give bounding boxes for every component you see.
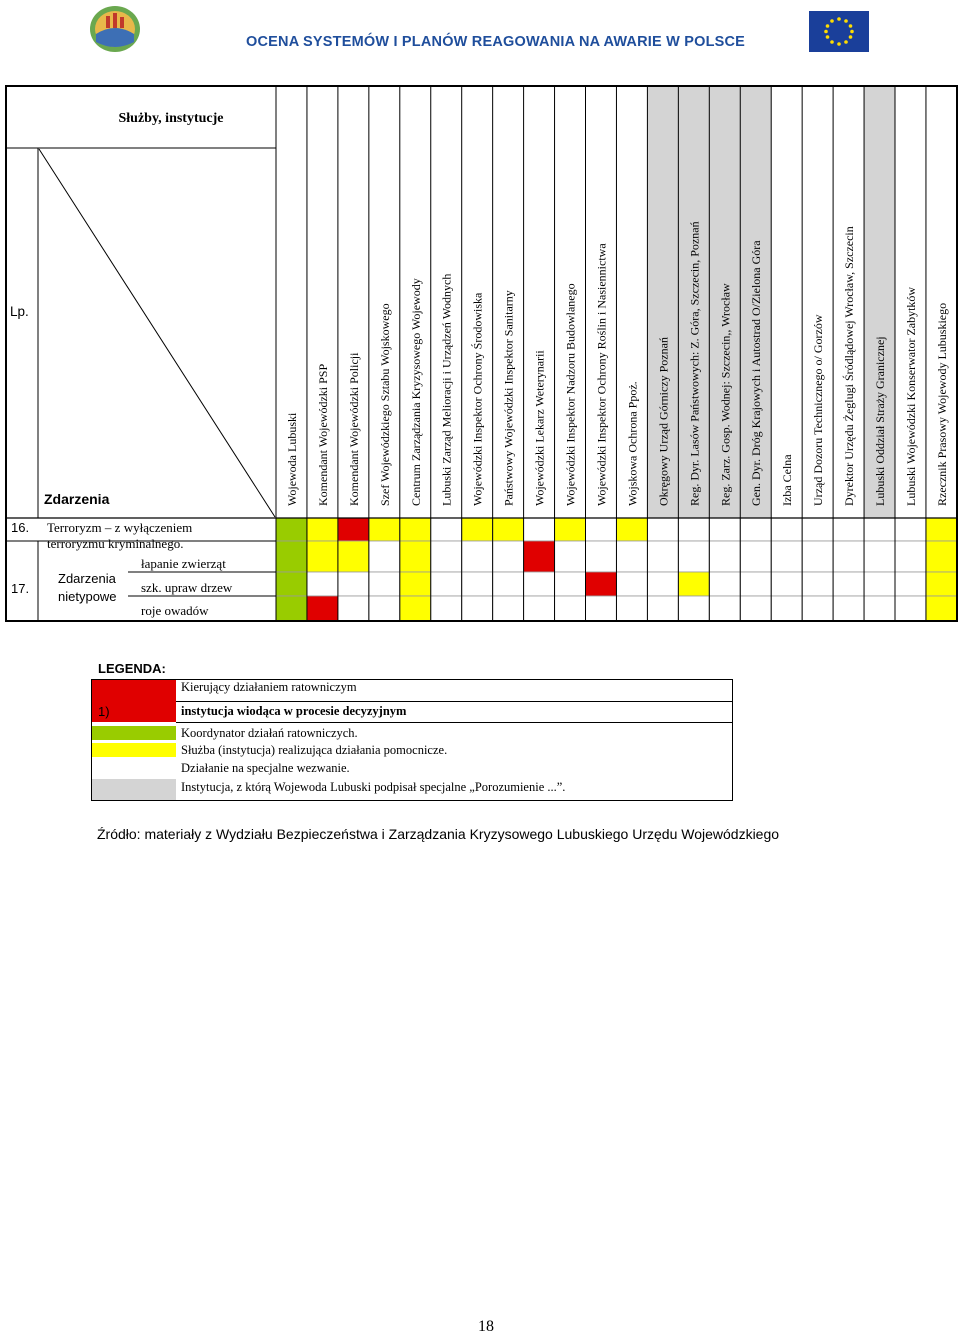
matrix-cell (462, 541, 493, 572)
legend-item-agreement: Instytucja, z którą Wojewoda Lubuski podpisał specjalne „Porozumienie ...”. (181, 780, 566, 794)
column-header-label: Państwowy Wojewódzki Inspektor Sanitarny (501, 290, 516, 506)
matrix-cell (338, 596, 369, 621)
column-header-label: Izba Celna (780, 454, 795, 506)
matrix-cell (462, 518, 493, 541)
matrix-cell (709, 572, 740, 596)
legend-item-coordinator: Koordynator działań ratowniczych. (181, 726, 358, 740)
legend (91, 679, 733, 801)
matrix-cell (709, 518, 740, 541)
lp-label: Lp. (10, 304, 29, 319)
matrix-cell (678, 518, 709, 541)
matrix-cell (926, 541, 957, 572)
matrix-cell (864, 596, 895, 621)
matrix-cell (493, 518, 524, 541)
matrix-cell (864, 541, 895, 572)
matrix-cell (307, 596, 338, 621)
legend-item-lead-institution: instytucja wiodąca w procesie decyzyjnym (181, 704, 407, 718)
responsibility-matrix (0, 0, 960, 640)
matrix-cell (802, 541, 833, 572)
matrix-cell (276, 596, 307, 621)
column-header-label: Centrum Zarządzania Kryzysowego Wojewody (408, 278, 423, 506)
matrix-cell (771, 541, 802, 572)
column-header-label: Reg. Dyr. Lasów Państwowych: Z. Góra, Szczecin, Poznań (687, 221, 702, 506)
matrix-cell (771, 596, 802, 621)
diagonal-line (39, 149, 275, 517)
matrix-cell (493, 596, 524, 621)
matrix-cell (369, 596, 400, 621)
matrix-cell (678, 541, 709, 572)
column-header-label: Wojewódzki Lekarz Weterynarii (532, 350, 547, 506)
matrix-cell (338, 518, 369, 541)
column-header-label: Komendant Wojewódzki PSP (315, 363, 330, 506)
legend-item-special-call: Działanie na specjalne wezwanie. (181, 761, 350, 775)
matrix-cell (524, 596, 555, 621)
matrix-cell (771, 572, 802, 596)
legend-title: LEGENDA: (98, 661, 166, 676)
matrix-cell (586, 596, 617, 621)
matrix-cell (647, 541, 678, 572)
matrix-cell (524, 518, 555, 541)
source-note: Źródło: materiały z Wydziału Bezpieczeństwa i Zarządzania Kryzysowego Lubuskiego Urzędu Wojewódzkiego (97, 826, 780, 842)
matrix-cell (647, 572, 678, 596)
matrix-cell (647, 518, 678, 541)
column-header-label: Reg. Zarz. Gosp. Wodnej: Szczecin,, Wrocław (718, 283, 733, 506)
matrix-cell (895, 541, 926, 572)
matrix-cell (802, 572, 833, 596)
column-header-label: Okręgowy Urząd Górniczy Poznań (656, 337, 671, 506)
matrix-cell (276, 541, 307, 572)
row-group-label: nietypowe (58, 589, 117, 604)
matrix-cell (616, 541, 647, 572)
matrix-cell (338, 572, 369, 596)
matrix-cell (895, 572, 926, 596)
matrix-cell (369, 518, 400, 541)
events-label: Zdarzenia (44, 491, 110, 507)
column-header-label: Rzecznik Prasowy Wojewody Lubuskiego (934, 302, 949, 506)
matrix-cell (616, 572, 647, 596)
column-header-label: Lubuski Wojewódzki Konserwator Zabytków (903, 286, 918, 506)
column-header-label: Wojskowa Ochrona Ppoż. (625, 381, 640, 506)
matrix-cell (864, 572, 895, 596)
column-header-label: Wojewoda Lubuski (284, 412, 299, 506)
page-header-title: OCENA SYSTEMÓW I PLANÓW REAGOWANIA NA AWARIE W POLSCE (246, 34, 746, 50)
matrix-cell (616, 518, 647, 541)
matrix-cell (524, 541, 555, 572)
legend-item-leader: Kierujący działaniem ratowniczym (181, 680, 357, 694)
matrix-cell (493, 541, 524, 572)
matrix-cell (926, 572, 957, 596)
matrix-cell (864, 518, 895, 541)
matrix-cell (833, 596, 864, 621)
matrix-cell (833, 541, 864, 572)
matrix-cell (431, 572, 462, 596)
matrix-cell (616, 596, 647, 621)
column-header-label: Wojewódzki Inspektor Ochrony Roślin i Nasiennictwa (594, 243, 609, 506)
matrix-cell (555, 572, 586, 596)
matrix-cell (369, 572, 400, 596)
matrix-cell (926, 518, 957, 541)
matrix-cell (276, 518, 307, 541)
legend-item-support: Służba (instytucja) realizująca działania pomocnicze. (181, 743, 448, 757)
column-header-label: Dyrektor Urzędu Żeglugi Śródlądowej Wrocław, Szczecin (842, 226, 857, 506)
matrix-cell (462, 596, 493, 621)
page-number: 18 (478, 1318, 494, 1335)
matrix-cell (678, 572, 709, 596)
row-group-label: Zdarzenia (58, 571, 116, 586)
column-header-label: Wojewódzki Inspektor Ochrony Środowiska (470, 292, 485, 506)
matrix-cell (709, 541, 740, 572)
row-label-16: Terroryzm – z wyłączeniem (47, 520, 193, 535)
row-label-event: roje owadów (141, 603, 209, 618)
column-header-cell (771, 86, 802, 518)
matrix-cell (276, 572, 307, 596)
matrix-cell (431, 518, 462, 541)
table-header-title: Służby, instytucje (118, 111, 224, 126)
matrix-cell (647, 596, 678, 621)
matrix-cell (493, 572, 524, 596)
legend-divider (176, 701, 732, 702)
matrix-cell (307, 541, 338, 572)
matrix-cell (678, 596, 709, 621)
matrix-cell (400, 596, 431, 621)
row-label-16: terroryzmu kryminalnego. (47, 536, 184, 551)
column-header-label: Urząd Dozoru Technicznego o/ Gorzów (811, 314, 826, 506)
matrix-cell (338, 541, 369, 572)
matrix-cell (740, 572, 771, 596)
matrix-cell (895, 518, 926, 541)
legend-swatch-yellow (92, 743, 176, 757)
row-number: 17. (11, 581, 30, 596)
matrix-cell (400, 572, 431, 596)
matrix-cell (709, 596, 740, 621)
matrix-cell (895, 596, 926, 621)
matrix-cell (833, 572, 864, 596)
matrix-cell (586, 541, 617, 572)
matrix-cell (586, 572, 617, 596)
matrix-cell (400, 541, 431, 572)
column-header-label: Lubuski Oddział Straży Granicznej (873, 336, 888, 506)
matrix-cell (802, 596, 833, 621)
row-label-event: łapanie zwierząt (141, 556, 226, 571)
matrix-cell (802, 518, 833, 541)
matrix-cell (524, 572, 555, 596)
legend-swatch-white (92, 761, 176, 775)
matrix-cell (740, 596, 771, 621)
matrix-cell (771, 518, 802, 541)
row-label-event: szk. upraw drzew (141, 580, 233, 595)
matrix-cell (400, 518, 431, 541)
matrix-cell (555, 541, 586, 572)
legend-marker: 1) (98, 704, 110, 719)
matrix-cell (555, 518, 586, 541)
legend-divider (176, 722, 732, 723)
matrix-cell (586, 518, 617, 541)
matrix-cell (431, 541, 462, 572)
column-header-label: Szef Wojewódzkiego Sztabu Wojskowego (377, 303, 392, 506)
legend-swatch-green (92, 726, 176, 740)
matrix-cell (431, 596, 462, 621)
matrix-cell (926, 596, 957, 621)
column-header-label: Komendant Wojewódzki Policji (346, 352, 361, 506)
legend-swatch-grey (92, 779, 176, 800)
matrix-cell (369, 541, 400, 572)
column-header-label: Wojewódzki Inspektor Nadzoru Budowlanego (563, 283, 578, 506)
matrix-cell (740, 541, 771, 572)
matrix-cell (307, 572, 338, 596)
row-number: 16. (11, 520, 30, 535)
matrix-cell (833, 518, 864, 541)
column-header-label: Gen. Dyr. Dróg Krajowych i Autostrad O/Zielona Góra (749, 240, 764, 506)
matrix-cell (462, 572, 493, 596)
column-header-label: Lubuski Zarząd Melioracji i Urządzeń Wodnych (439, 273, 454, 506)
matrix-cell (740, 518, 771, 541)
matrix-cell (555, 596, 586, 621)
matrix-cell (307, 518, 338, 541)
